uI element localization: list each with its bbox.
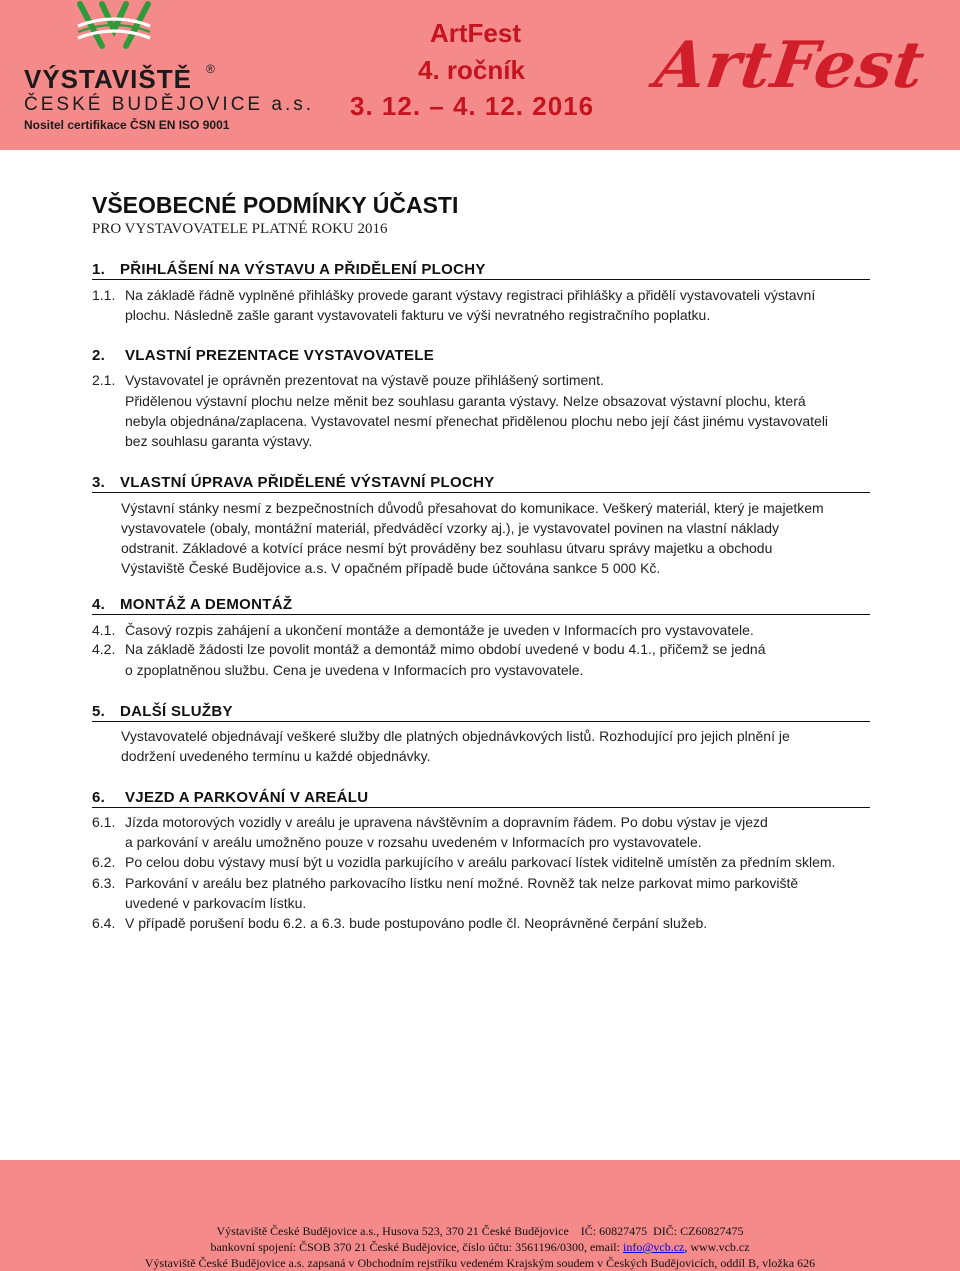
item-number: 6.2. [92, 854, 116, 870]
paragraph-line: Parkování v areálu bez platného parkovacího lístku není možné. Rovněž tak nelze parkovat mimo parkoviště [125, 875, 799, 891]
section-number: 2. [92, 347, 106, 364]
footer-registry: Výstaviště České Budějovice a.s. zapsaná v Obchodním rejstříku vedeném Krajským soudem v Českých Budějovicích, oddíl B, vložka 626 [144, 1256, 816, 1270]
artfest-logo: ArtFest [650, 28, 930, 103]
event-dates: 3. 12. – 4. 12. 2016 [350, 91, 595, 121]
item-number: 6.1. [92, 814, 116, 830]
section-heading-3 [92, 474, 870, 493]
header-band [0, 0, 960, 150]
section-heading-6 [92, 789, 870, 808]
page-subtitle: PRO VYSTAVOVATELE PLATNÉ ROKU 2016 [92, 221, 388, 237]
logo-wordmark: VÝSTAVIŠTĚ [24, 64, 192, 94]
footer-web: , www.vcb.cz [684, 1240, 750, 1254]
paragraph-line: Jízda motorových vozidly v areálu je upravena návštěvním a dopravním řádem. Po dobu výstav je vjezd [125, 814, 768, 830]
paragraph-line: Výstavní stánky nesmí z bezpečnostních důvodů přesahovat do komunikace. Veškerý materiál, který je majetkem [121, 500, 824, 516]
paragraph-line: Na základě řádně vyplněné přihlášky provede garant výstavy registraci přihlášky a přidělí vystavovateli výstavní [125, 287, 816, 303]
item-number: 6.4. [92, 915, 116, 931]
item-number: 2.1. [92, 372, 116, 388]
section-heading-1 [92, 261, 870, 280]
certification-note: Nositel certifikace ČSN EN ISO 9001 [24, 118, 230, 132]
footer-band [0, 1160, 960, 1271]
section-number: 4. [92, 596, 106, 613]
paragraph-line: bez souhlasu garanta výstavy. [125, 433, 313, 449]
paragraph-line: Po celou dobu výstavy musí být u vozidla parkujícího v areálu parkovací lístek viditelně umístěn za předním sklem. [125, 854, 836, 870]
logo-city: ČESKÉ BUDĚJOVICE a.s. [24, 94, 315, 115]
footer-bank-text: bankovní spojení: ČSOB 370 21 České Budějovice, číslo účtu: 3561196/0300, email: [210, 1240, 623, 1254]
email-link[interactable]: info@vcb.cz [622, 1240, 685, 1254]
paragraph-line: uvedené v parkovacím lístku. [125, 895, 307, 911]
item-number: 4.2. [92, 641, 116, 657]
section-title: PŘIHLÁŠENÍ NA VÝSTAVU A PŘIDĚLENÍ PLOCHY [120, 261, 486, 278]
paragraph-line: a parkování v areálu umožněno pouze v rozsahu uvedeném v Informacích pro vystavovatele. [125, 834, 702, 850]
paragraph-line: plochu. Následně zašle garant vystavovateli fakturu ve výši nevratného registračního poplatku. [125, 307, 711, 323]
paragraph-line: o zpoplatněnou službu. Cena je uvedena v Informacích pro vystavovatele. [125, 662, 584, 678]
item-number: 4.1. [92, 622, 116, 638]
paragraph-line: Přidělenou výstavní plochu nelze měnit bez souhlasu garanta výstavy. Nelze obsazovat výstavní plochu, která [125, 393, 806, 409]
paragraph-line: Výstaviště České Budějovice a.s. V opačném případě bude účtována sankce 5 000 Kč. [121, 560, 661, 576]
section-number: 3. [92, 474, 106, 491]
item-number: 1.1. [92, 287, 116, 303]
footer-bank [0, 1240, 960, 1255]
paragraph-line: dodržení uvedeného termínu u každé objednávky. [121, 748, 431, 764]
vystaviste-logo-icon [72, 0, 156, 56]
footer-address: Výstaviště České Budějovice a.s., Husova 523, 370 21 České Budějovice IČ: 60827475 DIČ: CZ60827475 [216, 1224, 744, 1238]
paragraph-line: Vystavovatelé objednávají veškeré služby dle platných objednávkových listů. Rozhodující pro jejich plnění je [121, 728, 790, 744]
section-title: VJEZD A PARKOVÁNÍ V AREÁLU [125, 789, 369, 806]
section-heading-5 [92, 703, 870, 722]
section-heading-2 [92, 347, 870, 365]
section-title: MONTÁŽ A DEMONTÁŽ [120, 596, 293, 613]
event-edition: 4. ročník [418, 55, 525, 85]
paragraph-line: Na základě žádosti lze povolit montáž a demontáž mimo období uvedené v bodu 4.1., přičemž se jedná [125, 641, 766, 657]
paragraph-line: vystavovatele (obaly, montážní materiál, předváděcí vzorky aj.), je vystavovatel povinen na vlastní náklady [121, 520, 780, 536]
registered-mark: ® [206, 62, 215, 76]
section-number: 6. [92, 789, 106, 806]
page-title: VŠEOBECNÉ PODMÍNKY ÚČASTI [92, 192, 459, 218]
section-title: VLASTNÍ ÚPRAVA PŘIDĚLENÉ VÝSTAVNÍ PLOCHY [120, 474, 495, 491]
paragraph-line: V případě porušení bodu 6.2. a 6.3. bude postupováno podle čl. Neoprávněné čerpání služeb. [125, 915, 708, 931]
section-title: VLASTNÍ PREZENTACE VYSTAVOVATELE [125, 347, 435, 364]
section-number: 5. [92, 703, 106, 720]
item-number: 6.3. [92, 875, 116, 891]
event-title: ArtFest [430, 18, 522, 48]
section-heading-4 [92, 596, 870, 615]
paragraph-line: Časový rozpis zahájení a ukončení montáže a demontáže je uveden v Informacích pro vystavovatele. [125, 622, 754, 638]
paragraph-line: nebyla objednána/zaplacena. Vystavovatel nesmí přenechat přidělenou plochu nebo její část jinému vystavovateli [125, 413, 829, 429]
paragraph-line: odstranit. Základové a kotvící práce nesmí být prováděny bez souhlasu útvaru správy majetku a obchodu [121, 540, 773, 556]
section-title: DALŠÍ SLUŽBY [120, 703, 233, 720]
section-number: 1. [92, 261, 106, 278]
paragraph-line: Vystavovatel je oprávněn prezentovat na výstavě pouze přihlášený sortiment. [125, 372, 604, 388]
